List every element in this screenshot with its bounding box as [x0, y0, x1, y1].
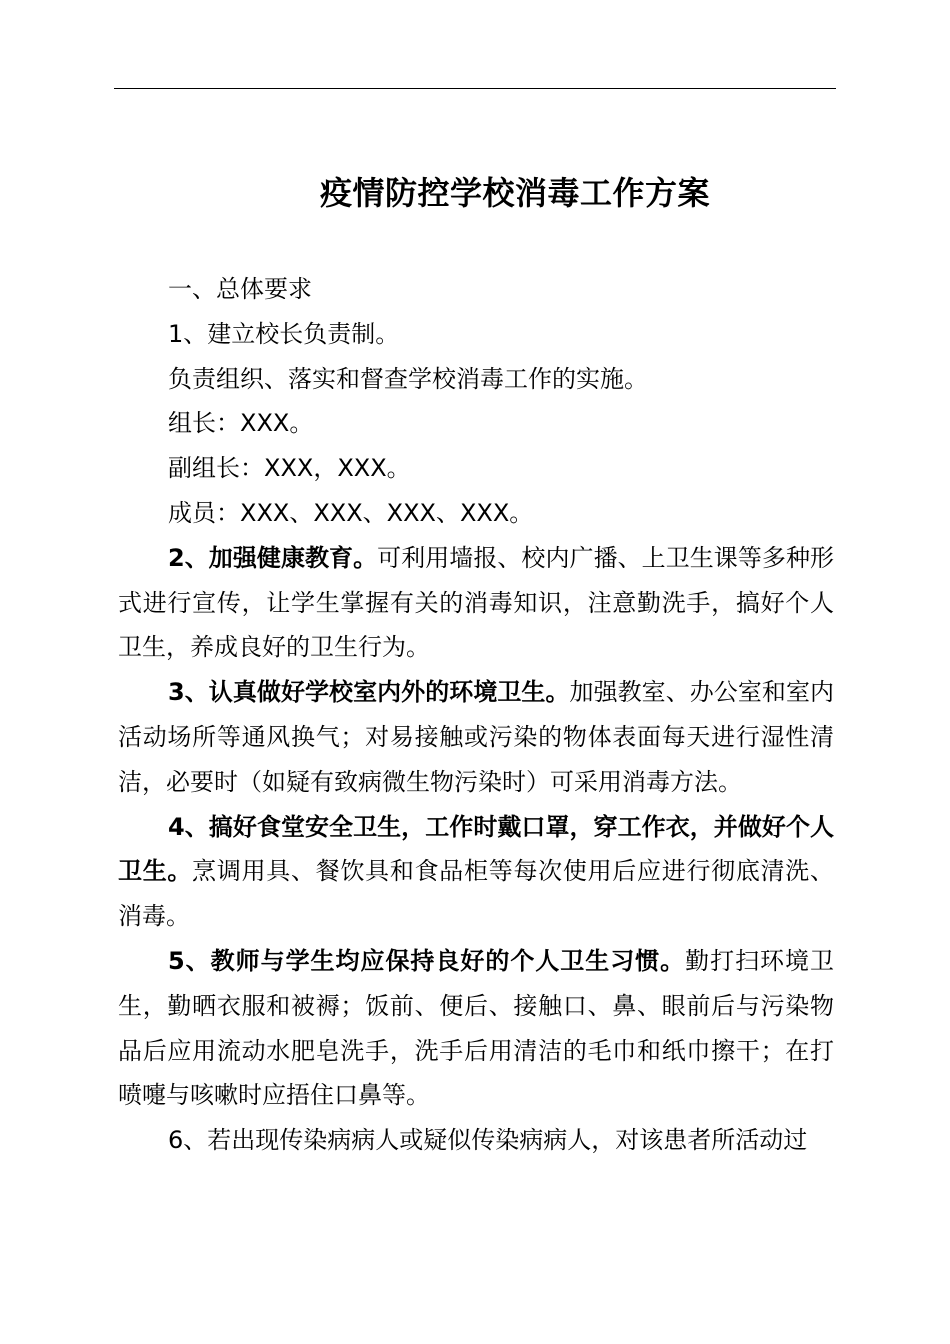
document-body — [118, 267, 834, 1163]
paragraph — [118, 267, 834, 312]
paragraph-text: 6、若出现传染病病人或疑似传染病病人，对该患者所活动过 — [168, 1126, 808, 1155]
header-rule — [114, 88, 836, 89]
paragraph — [118, 312, 834, 357]
paragraph-bold-lead: 5、教师与学生均应保持良好的个人卫生习惯。 — [168, 946, 686, 975]
paragraph-text: 组长：XXX。 — [168, 409, 314, 438]
paragraph — [118, 536, 834, 670]
paragraph — [118, 939, 834, 1118]
paragraph — [118, 401, 834, 446]
paragraph — [118, 491, 834, 536]
paragraph-text: 烹调用具、餐饮具和食品柜等每次使用后应进行彻底清洗、消毒。 — [118, 857, 835, 931]
paragraph-text: 加强教室、办公室和室内活动场所等通风换气；对易接触或污染的物体表面每天进行湿性清洁，必要时（如疑有致病微生物污染时）可采用消毒方法。 — [118, 678, 834, 796]
paragraph-bold-lead: 2、加强健康教育。 — [168, 543, 378, 572]
paragraph-text: 负责组织、落实和督查学校消毒工作的实施。 — [168, 364, 648, 393]
paragraph-text: 勤打扫环境卫生，勤晒衣服和被褥；饭前、便后、接触口、鼻、眼前后与污染物品后应用流动水肥皂洗手，洗手后用清洁的毛巾和纸巾擦干；在打喷嚏与咳嗽时应捂住口鼻等。 — [118, 946, 835, 1110]
paragraph — [118, 1118, 834, 1163]
paragraph — [118, 670, 834, 804]
paragraph-text: 副组长：XXX，XXX。 — [168, 454, 411, 483]
paragraph — [118, 805, 834, 939]
paragraph-text: 成员：XXX、XXX、XXX、XXX。 — [168, 498, 534, 527]
document-title: 疫情防控学校消毒工作方案 — [319, 174, 710, 212]
paragraph-bold-lead: 3、认真做好学校室内外的环境卫生。 — [168, 678, 570, 707]
paragraph-text: 一、总体要求 — [168, 275, 312, 303]
paragraph-text: 可利用墙报、校内广播、上卫生课等多种形式进行宣传，让学生掌握有关的消毒知识，注意勤洗手，搞好个人卫生，养成良好的卫生行为。 — [118, 543, 835, 662]
paragraph — [118, 446, 834, 491]
paragraph-bold-lead: 4、搞好食堂安全卫生，工作时戴口罩，穿工作衣，并做好个人卫生。 — [118, 812, 834, 886]
paragraph-text: 1、建立校长负责制。 — [168, 319, 400, 348]
paragraph — [118, 357, 834, 402]
